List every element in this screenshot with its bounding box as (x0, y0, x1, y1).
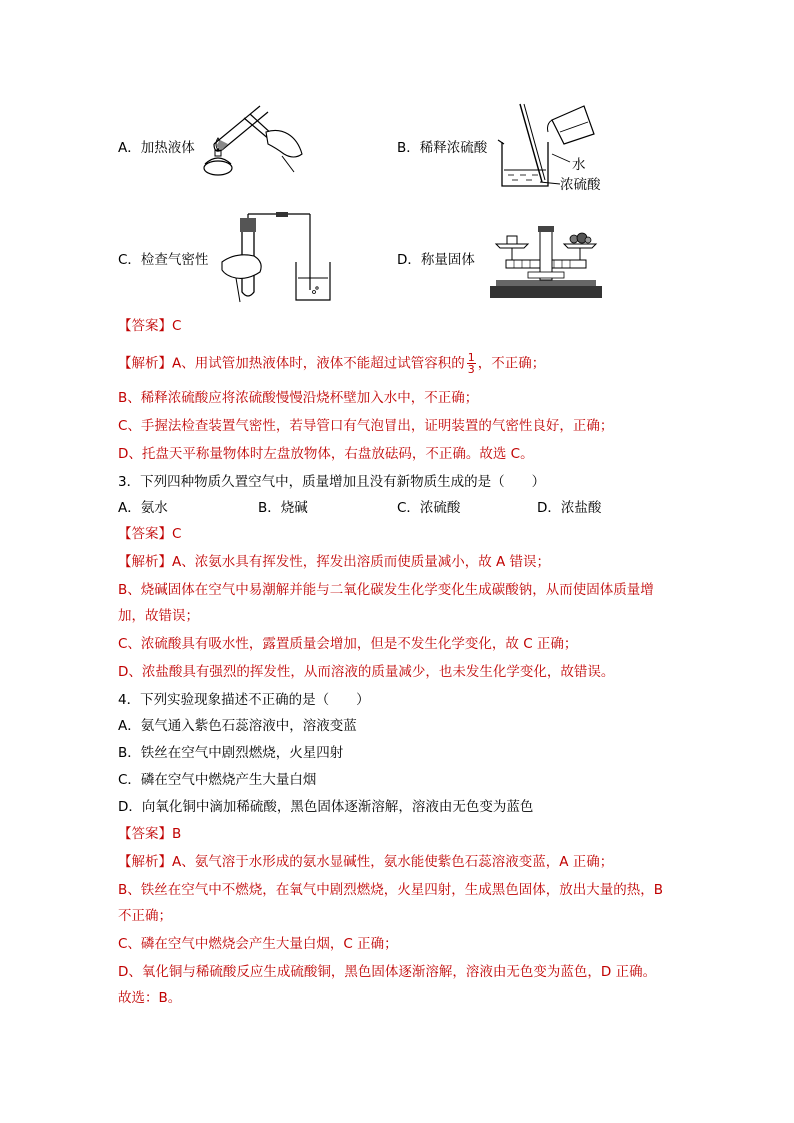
q3-option-b: B．烧碱 (258, 500, 308, 516)
q4-option-d: D．向氧化铜中滴加稀硫酸，黑色固体逐渐溶解，溶液由无色变为蓝色 (118, 799, 534, 815)
q3-option-d: D．浓盐酸 (537, 500, 602, 516)
q4-option-b: B．铁丝在空气中剧烈燃烧，火星四射 (118, 745, 344, 761)
q4-analysis-line-1 (118, 852, 613, 872)
q4-stem: 4．下列实验现象描述不正确的是（ ） (118, 692, 370, 708)
analysis-text-a: A、用试管加热液体时，液体不能超过试管容积的 (172, 355, 465, 372)
q2-analysis-line-2: B、稀释浓硫酸应将浓硫酸慢慢沿烧杯壁加入水中，不正确； (118, 390, 479, 406)
answer-tag: 【答案】 (118, 318, 172, 334)
answer-value: B (172, 826, 182, 842)
option-a-label: A．加热液体 (118, 140, 195, 156)
balance-figure (488, 220, 604, 300)
fraction-denominator: 3 (467, 363, 475, 376)
q4-answer (118, 824, 181, 844)
option-d-label: D．称量固体 (397, 252, 475, 268)
q3-analysis-line-5: D、浓盐酸具有强烈的挥发性，从而溶液的质量减少，也未发生化学变化，故错误。 (118, 664, 615, 680)
analysis-tag: 【解析】 (118, 854, 172, 870)
acid-label: 浓硫酸 (560, 177, 601, 193)
q3-stem: 3．下列四种物质久置空气中，质量增加且没有新物质生成的是（ ） (118, 474, 546, 490)
analysis-tag: 【解析】 (118, 554, 172, 570)
q4-analysis-line-3: 不正确； (118, 908, 172, 924)
q3-answer (118, 524, 181, 544)
q4-analysis-line-6: 故选：B。 (118, 990, 182, 1006)
fraction (467, 352, 476, 375)
q2-analysis-line-1 (118, 352, 545, 375)
analysis-text: A、氨气溶于水形成的氨水显碱性，氨水能使紫色石蕊溶液变蓝，A 正确； (172, 854, 614, 870)
fraction-numerator: 1 (467, 351, 475, 364)
q3-option-c: C．浓硫酸 (397, 500, 461, 516)
q4-analysis-line-2: B、铁丝在空气中不燃烧，在氧气中剧烈燃烧，火星四射，生成黑色固体，放出大量的热，B (118, 882, 664, 898)
water-label: 水 (572, 157, 586, 173)
answer-value: C (172, 318, 182, 334)
answer-value: C (172, 526, 182, 542)
airtightness-figure (218, 212, 338, 304)
option-c-label: C．检查气密性 (118, 252, 209, 268)
q3-analysis-line-4: C、浓硫酸具有吸水性，露置质量会增加，但是不发生化学变化，故 C 正确； (118, 636, 578, 652)
q2-analysis-line-3: C、手握法检查装置气密性，若导管口有气泡冒出，证明装置的气密性良好，正确； (118, 418, 614, 434)
option-b-label: B．稀释浓硫酸 (397, 140, 488, 156)
q2-answer (118, 316, 181, 336)
answer-tag: 【答案】 (118, 526, 172, 542)
analysis-text: A、浓氨水具有挥发性，挥发出溶质而使质量减小，故 A 错误； (172, 554, 551, 570)
q2-analysis-line-4: D、托盘天平称量物体时左盘放物体，右盘放砝码，不正确。故选 C。 (118, 446, 534, 462)
answer-tag: 【答案】 (118, 826, 172, 842)
q3-analysis-line-3: 加，故错误； (118, 608, 199, 624)
q4-option-c: C．磷在空气中燃烧产生大量白烟 (118, 772, 317, 788)
q3-option-a: A．氨水 (118, 500, 168, 516)
analysis-tag: 【解析】 (118, 355, 172, 372)
heating-liquid-figure (198, 100, 308, 180)
q4-option-a: A．氨气通入紫色石蕊溶液中，溶液变蓝 (118, 718, 357, 734)
q4-analysis-line-4: C、磷在空气中燃烧会产生大量白烟，C 正确； (118, 936, 398, 952)
analysis-text-b: ，不正确； (477, 355, 546, 372)
q3-analysis-line-1 (118, 552, 550, 572)
q4-analysis-line-5: D、氧化铜与稀硫酸反应生成硫酸铜，黑色固体逐渐溶解，溶液由无色变为蓝色，D 正确。 (118, 964, 657, 980)
q3-analysis-line-2: B、烧碱固体在空气中易潮解并能与二氧化碳发生化学变化生成碳酸钠，从而使固体质量增 (118, 582, 654, 598)
